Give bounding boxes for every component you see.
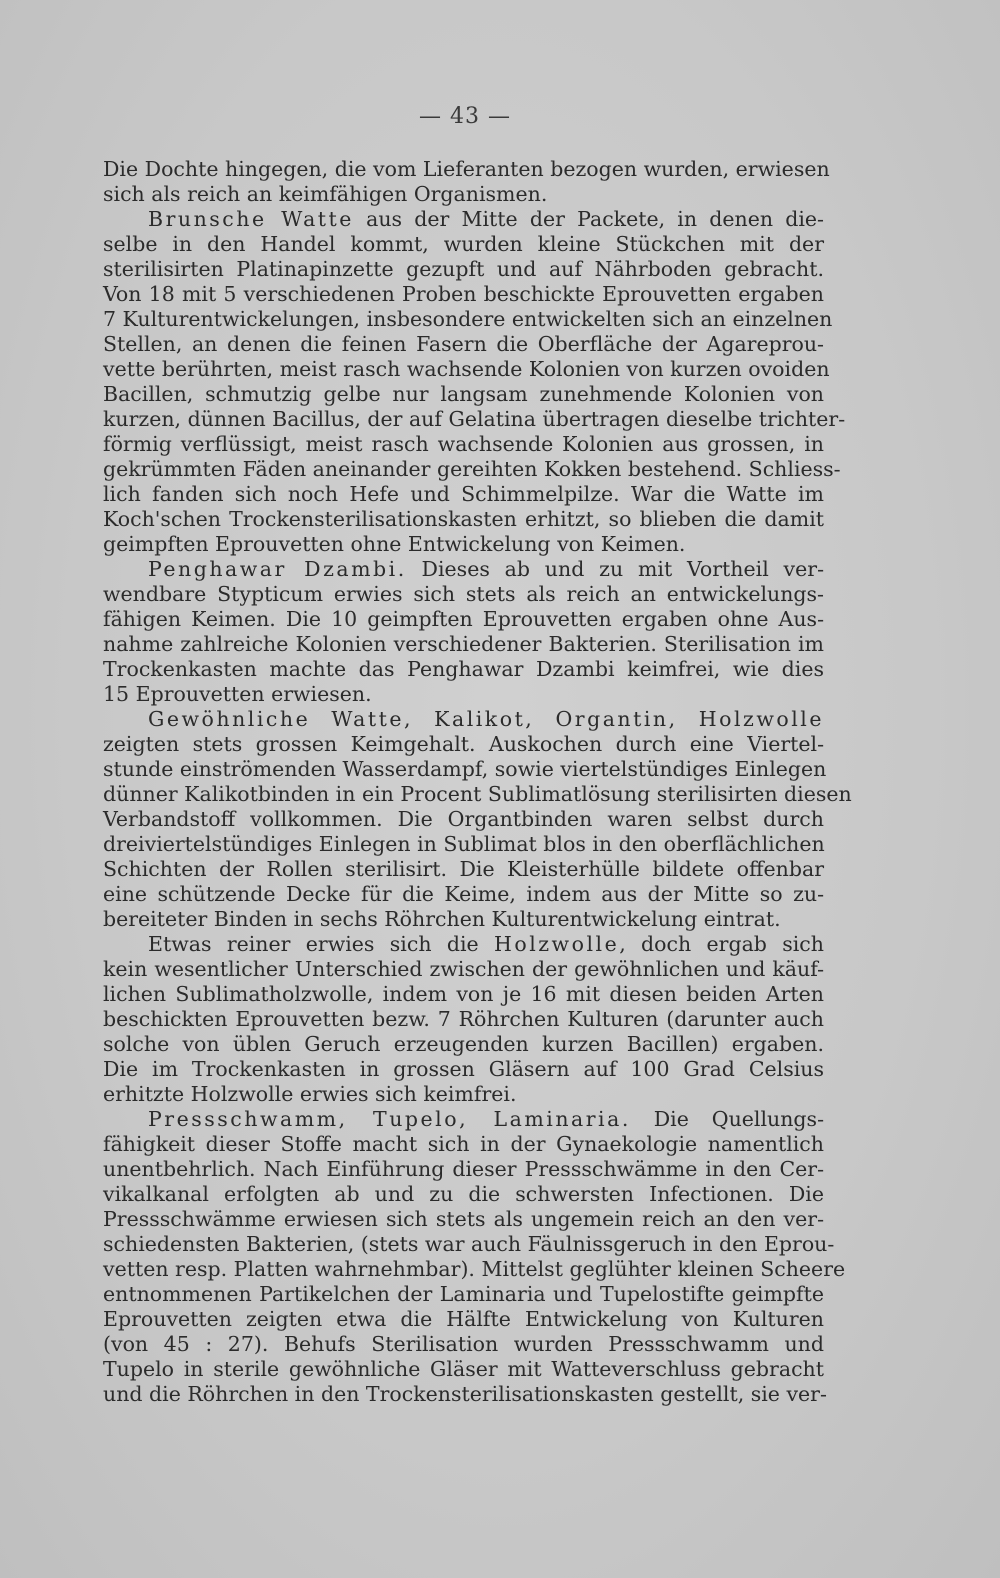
page-number: — 43 —: [419, 104, 511, 129]
text-line: [103, 832, 824, 857]
text-line-content: kurzen, dünnen Bacillus, der auf Gelatina übertragen dieselbe trichter-: [103, 407, 846, 431]
text-line: [103, 382, 824, 407]
text-line-content: (von 45 : 27). Behufs Sterilisation wurden Pressschwamm und: [103, 1332, 824, 1356]
text-line: [103, 207, 824, 232]
text-line-content: Schichten der Rollen sterilisirt. Die Kleisterhülle bildete offenbar: [103, 857, 824, 881]
text-line: [103, 1157, 824, 1182]
text-line: [103, 257, 824, 282]
text-line: [103, 332, 824, 357]
text-line: [103, 407, 846, 432]
text-line: [103, 282, 824, 307]
text-line-prefix: Etwas reiner erwies sich die: [148, 932, 494, 956]
text-line-content: vetten resp. Platten wahrnehmbar). Mittelst geglühter kleinen Scheere: [103, 1257, 846, 1281]
text-line-content: vikalkanal erfolgten ab und zu die schwersten Infectionen. Die: [103, 1182, 824, 1206]
text-line: [103, 607, 824, 632]
text-line: [103, 707, 824, 732]
text-line: [103, 857, 824, 882]
text-line-content: erhitzte Holzwolle erwies sich keimfrei.: [103, 1082, 517, 1106]
text-line-content: stunde einströmenden Wasserdampf, sowie viertelstündiges Einlegen: [103, 757, 827, 781]
text-line-content: 15 Eprouvetten erwiesen.: [103, 682, 372, 706]
text-line: [103, 957, 824, 982]
text-line: [103, 782, 852, 807]
text-line: [103, 1307, 824, 1332]
text-line: [103, 307, 833, 332]
text-line-content: aus der Mitte der Packete, in denen die-: [353, 207, 824, 231]
text-line-content: Eprouvetten zeigten etwa die Hälfte Entwickelung von Kulturen: [103, 1307, 824, 1331]
text-line-content: solche von üblen Geruch erzeugenden kurzen Bacillen) ergaben.: [103, 1032, 824, 1056]
text-line-content: Trockenkasten machte das Penghawar Dzambi keimfrei, wie dies: [103, 657, 824, 681]
text-line: [103, 882, 824, 907]
text-line-content: kein wesentlicher Unterschied zwischen der gewöhnlichen und käuf-: [103, 957, 824, 981]
text-line-content: Bacillen, schmutzig gelbe nur langsam zunehmende Kolonien von: [103, 382, 824, 406]
text-line: [103, 1182, 824, 1207]
text-line-content: gekrümmten Fäden aneinander gereihten Kokken bestehend. Schliess-: [103, 457, 841, 481]
text-line: [103, 1057, 824, 1082]
text-line-content: bereiteter Binden in sechs Röhrchen Kulturentwickelung eintrat.: [103, 907, 781, 931]
text-line-content: Von 18 mit 5 verschiedenen Proben beschickte Eprouvetten ergaben: [103, 282, 824, 306]
text-line: [103, 457, 841, 482]
text-line-content: nahme zahlreiche Kolonien verschiedener Bakterien. Sterilisation im: [103, 632, 824, 656]
text-line: [103, 1282, 824, 1307]
text-line-content: Dieses ab und zu mit Vortheil ver-: [406, 557, 824, 581]
spaced-heading: Penghawar Dzambi.: [148, 557, 407, 581]
text-line-content: Die Quellungs-: [630, 1107, 825, 1131]
text-line: [103, 682, 824, 707]
text-line: [103, 907, 824, 932]
text-line: [103, 807, 824, 832]
text-line-content: lichen Sublimatholzwolle, indem von je 16 mit diesen beiden Arten: [103, 982, 824, 1006]
text-line-content: Verbandstoff vollkommen. Die Organtbinden waren selbst durch: [103, 807, 824, 831]
text-line: [103, 182, 824, 207]
spaced-heading: Pressschwamm, Tupelo, Laminaria.: [148, 1107, 631, 1131]
text-line-content: Tupelo in sterile gewöhnliche Gläser mit Watteverschluss gebracht: [103, 1357, 824, 1381]
text-line: [103, 632, 824, 657]
text-line: [103, 757, 827, 782]
text-line-content: 7 Kulturentwickelungen, insbesondere entwickelten sich an einzelnen: [103, 307, 833, 331]
text-line: [103, 1107, 824, 1132]
text-line-content: unentbehrlich. Nach Einführung dieser Pressschwämme in den Cer-: [103, 1157, 824, 1181]
text-line-content: , doch ergab sich: [619, 932, 824, 956]
text-line: [103, 1357, 824, 1382]
text-line: [103, 1332, 824, 1357]
text-line-content: selbe in den Handel kommt, wurden kleine Stückchen mit der: [103, 232, 824, 256]
text-line-content: dreiviertelstündiges Einlegen in Sublimat blos in den oberflächlichen: [103, 832, 825, 856]
text-line-content: förmig verflüssigt, meist rasch wachsende Kolonien aus grossen, in: [103, 432, 824, 456]
text-line: [103, 432, 824, 457]
text-line-content: zeigten stets grossen Keimgehalt. Auskochen durch eine Viertel-: [103, 732, 824, 756]
text-line-content: sterilisirten Platinapinzette gezupft und auf Nährboden gebracht.: [103, 257, 824, 281]
text-line: [103, 1132, 824, 1157]
text-line: [103, 1007, 824, 1032]
text-line-content: fähigkeit dieser Stoffe macht sich in der Gynaekologie namentlich: [103, 1132, 824, 1156]
text-line-content: fähigen Keimen. Die 10 geimpften Eprouvetten ergaben ohne Aus-: [103, 607, 824, 631]
text-line-content: beschickten Eprouvetten bezw. 7 Röhrchen Kulturen (darunter auch: [103, 1007, 824, 1031]
text-line: [103, 1232, 835, 1257]
text-line: [103, 932, 824, 957]
spaced-heading: Gewöhnliche Watte, Kalikot, Organtin, Holzwolle: [148, 707, 824, 731]
text-line: [103, 1082, 824, 1107]
text-line: [103, 982, 824, 1007]
spaced-heading: Brunsche Watte: [148, 207, 354, 231]
body-text: [103, 157, 852, 1407]
text-line-content: sich als reich an keimfähigen Organismen.: [103, 182, 548, 206]
text-line-content: wendbare Stypticum erwies sich stets als reich an entwickelungs-: [103, 582, 824, 606]
text-line-content: Koch'schen Trockensterilisationskasten erhitzt, so blieben die damit: [103, 507, 824, 531]
text-line-content: eine schützende Decke für die Keime, indem aus der Mitte so zu-: [103, 882, 824, 906]
text-line: [103, 482, 824, 507]
text-line: [103, 507, 824, 532]
text-line: [103, 557, 824, 582]
text-line: [103, 1382, 827, 1407]
text-line: [103, 232, 824, 257]
text-line-content: dünner Kalikotbinden in ein Procent Sublimatlösung sterilisirten diesen: [103, 782, 852, 806]
text-line: [103, 582, 824, 607]
text-line-content: entnommenen Partikelchen der Laminaria und Tupelostifte geimpfte: [103, 1282, 824, 1306]
text-line-content: und die Röhrchen in den Trockensterilisationskasten gestellt, sie ver-: [103, 1382, 827, 1406]
text-line: [103, 532, 824, 557]
text-line-content: Stellen, an denen die feinen Fasern die Oberfläche der Agareprou-: [103, 332, 824, 356]
text-line-content: Pressschwämme erwiesen sich stets als ungemein reich an den ver-: [103, 1207, 824, 1231]
text-line-content: schiedensten Bakterien, (stets war auch Fäulnissgeruch in den Eprou-: [103, 1232, 835, 1256]
text-line: [103, 357, 830, 382]
text-line-content: Die Dochte hingegen, die vom Lieferanten bezogen wurden, erwiesen: [103, 157, 830, 181]
text-line-content: geimpften Eprouvetten ohne Entwickelung von Keimen.: [103, 532, 686, 556]
spaced-heading: Holzwolle: [493, 932, 620, 956]
text-line: [103, 1032, 824, 1057]
text-line: [103, 1207, 824, 1232]
text-line-content: Die im Trockenkasten in grossen Gläsern auf 100 Grad Celsius: [103, 1057, 824, 1081]
text-line-content: lich fanden sich noch Hefe und Schimmelpilze. War die Watte im: [103, 482, 824, 506]
text-line: [103, 657, 824, 682]
text-line-content: vette berührten, meist rasch wachsende Kolonien von kurzen ovoiden: [103, 357, 830, 381]
text-line: [103, 1257, 846, 1282]
text-line: [103, 157, 830, 182]
text-line: [103, 732, 824, 757]
